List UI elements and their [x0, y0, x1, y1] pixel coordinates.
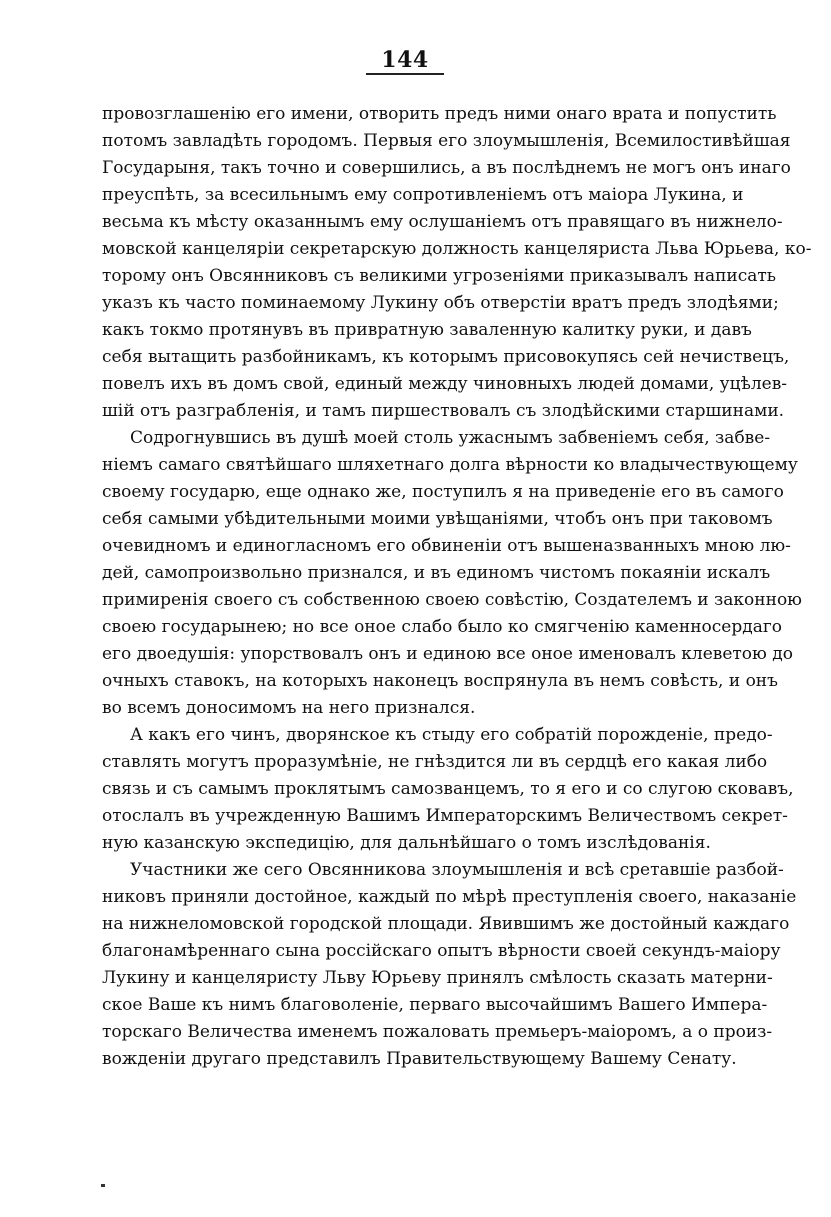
text-line: ское Ваше къ нимъ благоволеніе, перваго высочайшимъ Вашего Импера-	[102, 995, 768, 1015]
text-line: своему государю, еще однако же, поступилъ я на приведеніе его въ самого	[102, 482, 784, 502]
text-line: указъ къ часто поминаемому Лукину объ отверстіи вратъ предъ злодѣями;	[102, 293, 779, 313]
text-line: себя вытащить разбойникамъ, къ которымъ присовокупясь сей нечиствецъ,	[102, 347, 790, 367]
text-line: Содрогнувшись въ душѣ моей столь ужаснымъ забвеніемъ себя, забве-	[130, 428, 771, 448]
stray-mark	[101, 1184, 105, 1187]
text-line: торскаго Величества именемъ пожаловать премьеръ-маіоромъ, а о произ-	[102, 1022, 773, 1042]
text-line: ніемъ самаго святѣйшаго шляхетнаго долга вѣрности ко владычествующему	[102, 455, 798, 475]
text-line: своею государынею; но все оное слабо было ко смягченію каменносердаго	[102, 617, 782, 637]
text-line: Участники же сего Овсянникова злоумышленія и всѣ сретавшіе разбой-	[130, 860, 784, 880]
text-line: на нижнеломовской городской площади. Явившимъ же достойный каждаго	[102, 914, 790, 934]
page-number-rule	[366, 73, 444, 75]
text-line: себя самыми убѣдительными моими увѣщаніями, чтобъ онъ при таковомъ	[102, 509, 773, 529]
text-line: провозглашенію его имени, отворить предъ ними онаго врата и попустить	[102, 104, 777, 124]
text-line: ную казанскую экспедицію, для дальнѣйшаго о томъ изслѣдованія.	[102, 833, 711, 853]
text-line: ставлять могутъ проразумѣніе, не гнѣздится ли въ сердцѣ его какая либо	[102, 752, 768, 772]
text-line: мовской канцеляріи секретарскую должность канцеляриста Льва Юрьева, ко-	[102, 239, 812, 259]
text-line: отослалъ въ учрежденную Вашимъ Императорскимъ Величествомъ секрет-	[102, 806, 788, 826]
text-line: торому онъ Овсянниковъ съ великими угрозеніями приказывалъ написать	[102, 266, 777, 286]
text-line: очныхъ ставокъ, на которыхъ наконецъ воспрянула въ немъ совѣсть, и онъ	[102, 671, 778, 691]
text-line: Государыня, такъ точно и совершились, а въ послѣднемъ не могъ онъ инаго	[102, 158, 791, 178]
text-line: очевидномъ и единогласномъ его обвиненіи отъ вышеназванныхъ мною лю-	[102, 536, 791, 556]
body-text	[102, 101, 812, 1073]
text-line: повелъ ихъ въ домъ свой, единый между чиновныхъ людей домами, уцѣлев-	[102, 374, 788, 394]
text-line: Лукину и канцеляристу Льву Юрьеву принялъ смѣлость сказать матерни-	[102, 968, 773, 988]
text-line: благонамѣреннаго сына россійскаго опытъ вѣрности своей секундъ-маіору	[102, 941, 781, 961]
text-line: какъ токмо протянувъ въ привратную заваленную калитку руки, и давъ	[102, 320, 752, 340]
text-line: весьма къ мѣсту оказаннымъ ему ослушаніемъ отъ правящаго въ нижнело-	[102, 212, 783, 232]
text-line: никовъ приняли достойное, каждый по мѣрѣ преступленія своего, наказаніе	[102, 887, 797, 907]
text-line: связь и съ самымъ проклятымъ самозванцемъ, то я его и со слугою сковавъ,	[102, 779, 794, 799]
text-line: преуспѣть, за всесильнымъ ему сопротивленіемъ отъ маіора Лукина, и	[102, 185, 744, 205]
paragraph	[102, 722, 794, 857]
text-line: вожденіи другаго представилъ Правительствующему Вашему Сенату.	[102, 1049, 737, 1069]
text-line: шій отъ разграбленія, и тамъ пиршествовалъ съ злодѣйскими старшинами.	[102, 401, 785, 421]
text-line: потомъ завладѣть городомъ. Первыя его злоумышленія, Всемилостивѣйшая	[102, 131, 791, 151]
text-line: его двоедушія: упорствовалъ онъ и единою все оное именовалъ клеветою до	[102, 644, 793, 664]
paragraph	[102, 857, 797, 1073]
page-header	[355, 48, 455, 75]
paragraph	[102, 101, 812, 425]
text-line: дей, самопроизвольно признался, и въ единомъ чистомъ покаяніи искалъ	[102, 563, 771, 583]
text-line: во всемъ доносимомъ на него признался.	[102, 698, 476, 718]
paragraph	[102, 425, 802, 722]
page-number: 144	[381, 47, 429, 73]
text-line: примиренія своего съ собственною своею совѣстію, Создателемъ и законною	[102, 590, 802, 610]
text-line: А какъ его чинъ, дворянское къ стыду его собратій порожденіе, предо-	[130, 725, 773, 745]
